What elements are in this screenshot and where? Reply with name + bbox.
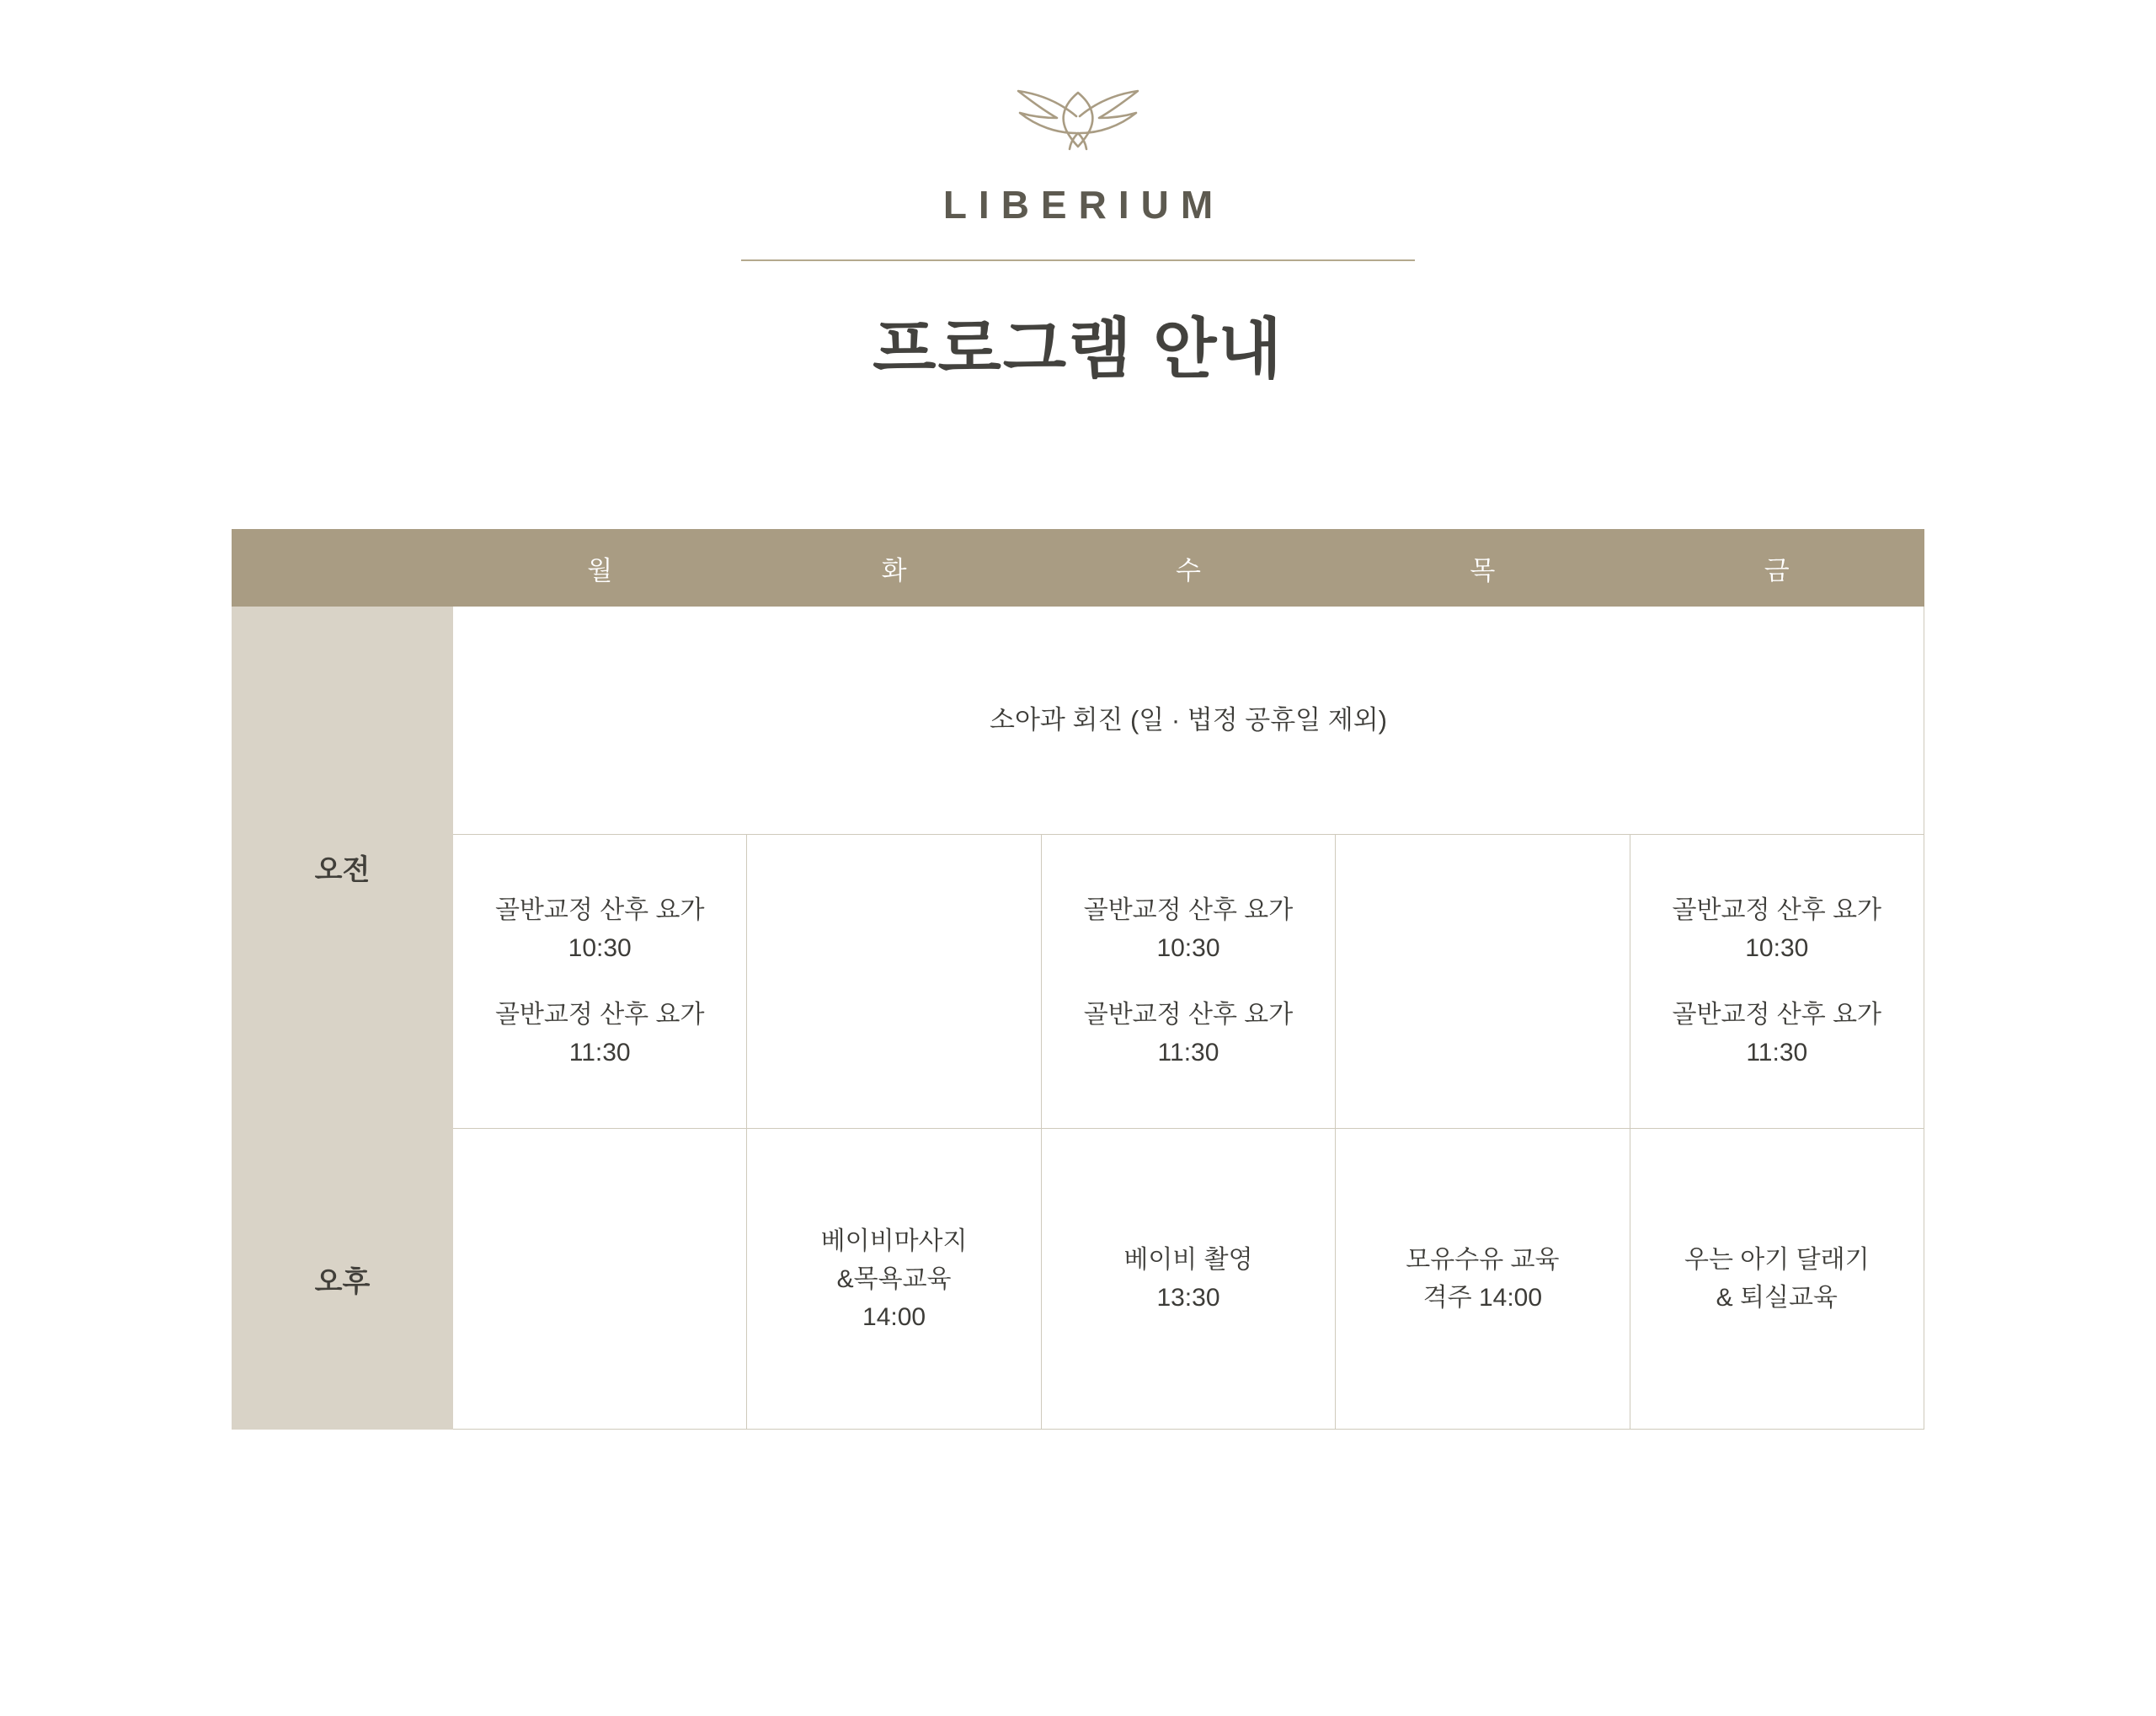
table-row [232,835,1924,1129]
cell-line: 격주 14:00 [1422,1284,1543,1312]
table-row [232,1129,1924,1430]
cell-morning-tue [747,835,1041,1129]
rowhead-morning: 오전 [232,607,453,1129]
cell-line: 우는 아기 달래기 [1684,1246,1870,1275]
cell-line: 11:30 [568,1039,631,1067]
cell-line: 10:30 [1745,934,1809,963]
cell-morning-fri [1630,835,1924,1129]
day-header-mon: 월 [453,530,747,607]
cell-afternoon-tue [747,1129,1041,1430]
cell-line: 골반교정 산후 요가 [494,1001,705,1029]
brand-divider [741,259,1415,261]
cell-morning-mon [453,835,747,1129]
day-header-fri: 금 [1630,530,1924,607]
cell-line: 골반교정 산후 요가 [1672,896,1882,925]
cell-spacer [1639,967,1915,996]
dove-logo-icon [990,66,1166,167]
cell-line: 13:30 [1156,1284,1220,1312]
cell-afternoon-wed [1041,1129,1335,1430]
cell-morning-thu [1336,835,1630,1129]
table-header-row [232,530,1924,607]
pediatric-rounds-note: 소아과 회진 (일 · 법정 공휴일 제외) [453,607,1924,835]
cell-afternoon-mon [453,1129,747,1430]
cell-line: 모유수유 교육 [1406,1246,1560,1275]
brand-name: LIBERIUM [942,183,1225,227]
cell-morning-wed [1041,835,1335,1129]
schedule-table-wrap [232,529,1924,1430]
cell-afternoon-fri [1630,1129,1924,1430]
cell-line: 10:30 [568,934,632,963]
cell-afternoon-thu [1336,1129,1630,1430]
cell-line: 골반교정 산후 요가 [1083,1001,1294,1029]
page-title: 프로그램 안내 [873,312,1283,386]
rowhead-afternoon: 오후 [232,1129,453,1430]
cell-line: 골반교정 산후 요가 [1083,896,1294,925]
cell-line: &목욕교육 [836,1264,952,1293]
cell-line: 14:00 [862,1302,926,1331]
cell-line: & 퇴실교육 [1716,1284,1838,1312]
cell-line: 베이비 촬영 [1123,1246,1253,1275]
cell-line: 베이비마사지 [820,1227,968,1255]
cell-spacer [1050,967,1326,996]
table-corner-cell [232,530,453,607]
cell-line: 10:30 [1156,934,1220,963]
cell-line: 11:30 [1746,1039,1808,1067]
cell-spacer [462,967,738,996]
cell-line: 골반교정 산후 요가 [494,896,705,925]
page-header [0,0,2156,435]
day-header-tue: 화 [747,530,1041,607]
day-header-wed: 수 [1041,530,1335,607]
day-header-thu: 목 [1336,530,1630,607]
cell-line: 11:30 [1157,1039,1219,1067]
cell-line: 골반교정 산후 요가 [1672,1001,1882,1029]
table-row [232,607,1924,835]
schedule-table [232,529,1924,1430]
